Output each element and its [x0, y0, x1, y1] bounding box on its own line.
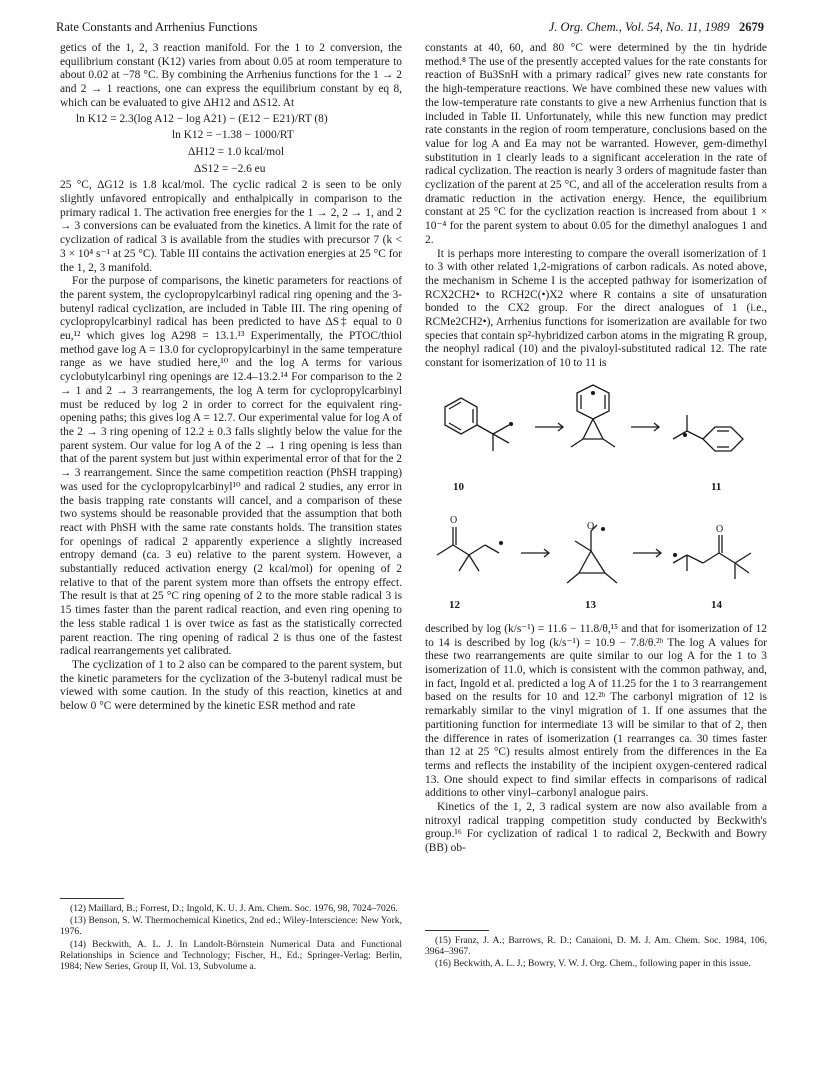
paragraph: For the purpose of comparisons, the kinetic parameters for reactions of the parent system, the cyclopropylcarbinyl radical ring opening and the 3-butenyl radical cyclization, are included in Table III. The ring opening of cyclopropylcarbinyl radical has been predicted to have ΔS‡ equal to 0 eu,¹² which gives log A298 = 13.1.¹³ Experimentally, the PTOC/thiol method gave log A = 13.0 for cyclopropylcarbinyl in the same temperature range as we have studied here,¹⁰ and the log A terms for various cyclobutylcarbinyl ring openings are 12.4–13.2.¹⁴ For comparison to the 2 → 1 and 2 → 3 rearrangements, the log A term for cyclopropylcarbinyl must be reduced by log 2 in order to correct for the equivalent ring-opening paths; this gives log A = 12.7. Our experimental value for log A of the 2 → 3 ring opening of 12.2 ± 0.3 falls slightly below the value for the parent system. Our value for log A of the 2 → 1 ring opening is less than that of the parent system but just within experimental error of that for the 2 → 3 rearrangement. Since the same competition reaction (PhSH trapping) was used for the cyclopropylcarbinyl¹⁰ and radical 2 studies, any error in the basis trapping rate constants will cancel, and a comparison of these two systems should be reasonable provided that the assumption that both react with PhSH with the same rate constants holds. The transition states for openings of radical 2 apparently experience a slightly increased entropy demand (ca. 3 eu) relative to the parent system. However, a substantially reduced activation energy (2 kcal/mol) for opening of 2 relative to that of the parent system more than offsets the entropy effect. The result is that at 25 °C ring opening of 2 to the more stable radical 3 is 15 times faster than the parent radical reaction, and even ring opening to the less stable radical 1 is over twice as fast as the statistically corrected parent reaction. The ring opening of radical 2 is thus one of the fastest radical rearrangements yet calibrated. [60, 275, 402, 658]
structure-spiro-cyclohexadienyl [571, 385, 615, 447]
footnotes-right [425, 930, 767, 971]
label-12: 12 [449, 598, 460, 611]
equation: ln K12 = −1.38 − 1000/RT [172, 129, 294, 142]
structure-14 [673, 535, 751, 579]
equation-8: ln K12 = 2.3(log A12 − log A21) − (E12 − E21)/RT (8) [76, 112, 328, 125]
structure-10 [445, 398, 512, 451]
running-header [56, 20, 764, 38]
paragraph: Kinetics of the 1, 2, 3 radical system are now also available from a nitroxyl radical trapping competition study conducted by Beckwith's group.¹⁶ For cyclization of radical 1 to radical 2, Beckwith and Bowry (BB) ob- [425, 801, 767, 855]
paragraph: described by log (k/s⁻¹) = 11.6 − 11.8/θ,¹⁵ and that for isomerization of 12 to 14 is described by log (k/s⁻¹) = 10.9 − 7.8/θ.²ᵇ The log A values for these two rearrangements are quite similar to our log A for the 1 to 3 isomerization of 11.0, which is consistent with the common pathway, and, in fact, Ingold et al. predicted a log A of 11.25 for the 1 to 3 rearrangement based on the results for 10 and 12.²ᵇ The carbonyl migration of 12 is remarkably similar to the vinyl migration of 1. If one assumes that the partitioning function for intermediate 13 will be similar to that of 2, then the difference in rates of isomerization (1 rearranges ca. 30 times faster than 12 at 25 °C) results almost entirely from the differences in the Ea terms and reflects the instability of the incipient oxygen-centered radical 13. One should expect to find similar effects in comparisons of radical additions to other vinyl–carbonyl analogue pairs. [425, 622, 767, 800]
label-10: 10 [453, 480, 464, 493]
structure-13 [567, 525, 617, 583]
svg-text:O: O [450, 514, 458, 526]
structure-11 [673, 415, 743, 451]
paragraph: 25 °C, ΔG12 is 1.8 kcal/mol. The cyclic radical 2 is seen to be only slightly unfavored entropically and enthalpically in comparison to the primary radical 1. The activation free energies for the 1 → 2, 2 → 1, and 2 → 3 conversions can be evaluated from the kinetics. A limit for the rate of cyclization of radical 3 is available from the studies with precursor 7 (k < 3 × 10⁴ s⁻¹ at 25 °C). Table III contains the activation energies at 25 °C for the 1, 2, 3 manifold. [60, 179, 402, 274]
footnote: (12) Maillard, B.; Forrest, D.; Ingold, K. U. J. Am. Chem. Soc. 1976, 98, 7024–7026. [70, 903, 398, 914]
structure-12 [437, 527, 502, 571]
left-column [60, 42, 402, 714]
page-number: 2679 [739, 20, 764, 34]
paragraph: It is perhaps more interesting to compare the overall isomerization of 1 to 3 with other related 1,2-migrations of carbon radicals. As noted above, the mechanism in Scheme I is the accepted pathway for isomerization of RCX2CH2• to RCH2C(•)X2 where R contains a site of unsaturation bonded to the CX2 group. For the direct analogues of 1 (i.e., RCMe2CH2•), Arrhenius functions for isomerization are available for two species that contain sp²-hybridized carbon atoms in the migrating R group, the neophyl radical (10) and the pivaloyl-substituted radical 12. The rate constant for isomerization of 10 to 11 is [425, 247, 767, 370]
journal-citation: J. Org. Chem., Vol. 54, No. 11, 1989 2679 [548, 20, 764, 34]
equation: ΔS12 = −2.6 eu [194, 162, 266, 175]
footnote: (15) Franz, J. A.; Barrows, R. D.; Canaioni, D. M. J. Am. Chem. Soc. 1984, 106, 3964–3967. [425, 935, 767, 958]
running-title: Rate Constants and Arrhenius Functions [56, 20, 258, 34]
footnote: (14) Beckwith, A. L. J. In Landolt-Börnstein Numerical Data and Functional Relationships in Science and Technology; Fischer, H., Ed.; Springer-Verlag: Berlin, 1984; New Series, Group II, Vol. 13, Subvolume a. [60, 938, 402, 973]
svg-text:O: O [716, 523, 724, 535]
structure-drawings [425, 377, 767, 617]
paragraph: constants at 40, 60, and 80 °C were determined by the tin hydride method.⁸ The use of the presently accepted values for the rate constants for reaction of Bu3SnH with a primary radical⁷ gives new rate constants for the high-temperature reactions. We have combined these new values with the low-temperature rate constants to give a new Arrhenius function that is included in Table II. Unfortunately, while this new function may predict rate constants in the region of room temperature, conclusions based on the value for log A and Ea may not be warranted. However, gem-dimethyl substitution in 1 clearly leads to a significant acceleration in the rate of radical cyclization. The reaction is nearly 3 orders of magnitude faster than cyclization of the parent at 25 °C, and all of the acceleration results from a dramatic reduction in the activation energy. Hence, the equilibrium constant at 25 °C for the cyclization reaction is increased from about 1 × 10⁻⁴ for the parent system to about 0.05 for the dimethyl analogues 1 and 2. [425, 42, 768, 246]
svg-text:O: O [587, 520, 595, 532]
footnote-rule [60, 898, 124, 899]
footnotes-left [60, 898, 402, 973]
paragraph: The cyclization of 1 to 2 also can be compared to the parent system, but the kinetic parameters for the cyclization of the 3-butenyl radical must be viewed with some caution. In the study of this reaction, kinetics at and below 0 °C were determined by the kinetic ESR method and rate [60, 658, 402, 713]
footnote: (16) Beckwith, A. L. J.; Bowry, V. W. J. Org. Chem., following paper in this issue. [435, 958, 751, 970]
footnote-rule [425, 930, 489, 931]
label-11: 11 [711, 480, 722, 493]
label-14: 14 [711, 598, 722, 611]
reaction-scheme [425, 377, 767, 617]
right-column [425, 42, 767, 856]
paragraph: getics of the 1, 2, 3 reaction manifold. For the 1 to 2 conversion, the equilibrium constant (K12) varies from about 0.05 at room temperature to about 0.02 at −78 °C. By combining the Arrhenius functions for the 1 → 2 and 2 → 1 reactions, one can express the equilibrium constant by eq 8, which can be evaluated to give ΔH12 and ΔS12. At [60, 42, 402, 109]
equation: ΔH12 = 1.0 kcal/mol [188, 145, 285, 158]
label-13: 13 [585, 598, 596, 611]
footnote: (13) Benson, S. W. Thermochemical Kinetics, 2nd ed.; Wiley-Interscience: New York, 1976. [60, 915, 402, 938]
